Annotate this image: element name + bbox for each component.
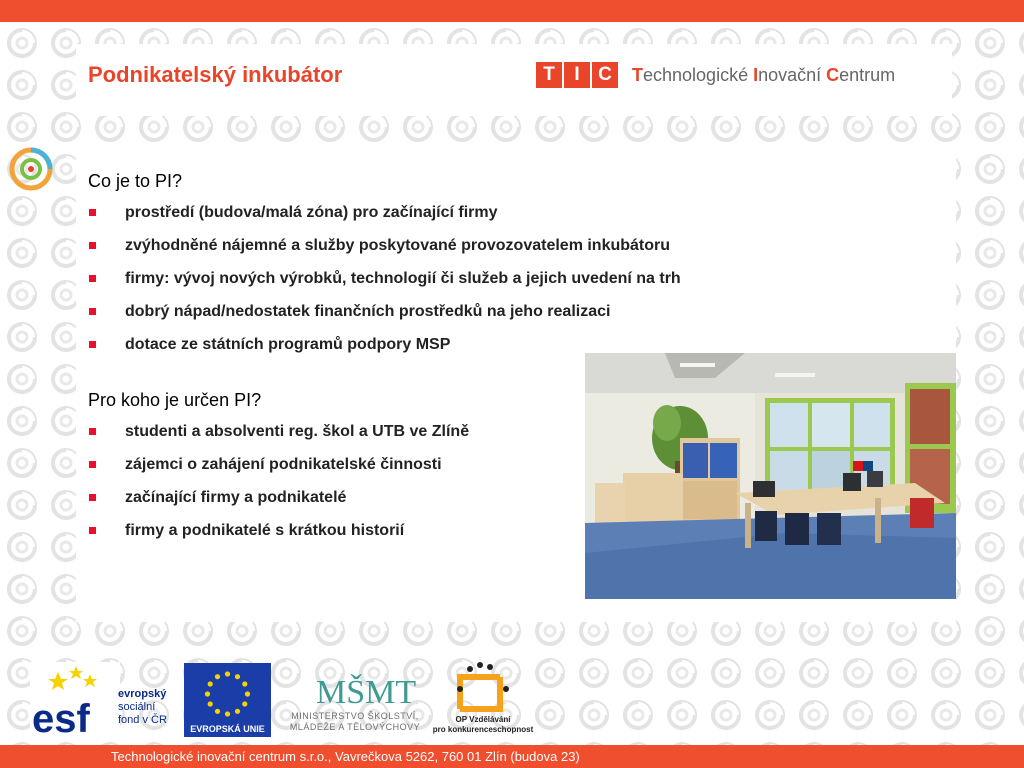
op-caption (428, 715, 538, 735)
msmt-mark: MŠMT (316, 674, 417, 711)
esf-line: sociální (118, 701, 156, 713)
tic-name-part: entrum (839, 64, 896, 85)
tic-name-part: T (632, 64, 643, 85)
eu-flag-icon (184, 663, 271, 721)
office-photo (585, 353, 956, 599)
section-heading: Pro koho je určen PI? (88, 390, 262, 410)
red-square-bullet-icon (89, 275, 96, 282)
esf-line: fond v ČR (118, 714, 167, 726)
list-item-text: začínající firmy a podnikatelé (125, 489, 347, 506)
footer-address: Technologické inovační centrum s.r.o., Vavrečkova 5262, 760 01 Zlín (budova 23) (111, 749, 580, 764)
list-item (88, 235, 848, 268)
red-square-bullet-icon (89, 308, 96, 315)
tic-logo-letter: T (536, 62, 562, 88)
list-item (88, 268, 848, 301)
list-item-text: dotace ze státních programů podpory MSP (125, 336, 451, 353)
tic-name-part: novační (758, 64, 827, 85)
red-square-bullet-icon (89, 494, 96, 501)
page-title: Podnikatelský inkubátor (88, 62, 343, 87)
red-square-bullet-icon (89, 428, 96, 435)
op-line: OP Vzdělávání (455, 715, 511, 724)
section-heading: Co je to PI? (88, 171, 183, 191)
red-square-bullet-icon (89, 461, 96, 468)
msmt-line: MINISTERSTVO ŠKOLSTVÍ, (291, 711, 419, 721)
tic-logo-letter: C (592, 62, 618, 88)
esf-line: evropský (118, 688, 167, 700)
red-square-bullet-icon (89, 242, 96, 249)
eu-caption: EVROPSKÁ UNIE (184, 721, 271, 737)
list-item-text: dobrý nápad/nedostatek finančních prostředků na jeho realizaci (125, 303, 611, 320)
list-item-text: studenti a absolventi reg. škol a UTB ve Zlíně (125, 423, 470, 440)
list-item-text: firmy a podnikatelé s krátkou historií (125, 522, 405, 539)
list-item (88, 301, 848, 334)
swirl-icon (8, 146, 54, 192)
red-square-bullet-icon (89, 209, 96, 216)
msmt-line: MLÁDEŽE A TĚLOVÝCHOVY (289, 722, 421, 732)
op-line: pro konkurenceschopnost (432, 725, 534, 734)
footer-bar (0, 745, 1024, 768)
tic-name-part: echnologické (643, 64, 754, 85)
red-square-bullet-icon (89, 341, 96, 348)
list-item-text: zvýhodněné nájemné a služby poskytované provozovatelem inkubátoru (125, 237, 671, 254)
tic-name-part: C (826, 64, 840, 85)
list-item-text: prostředí (budova/malá zóna) pro začínající firmy (125, 204, 498, 221)
msmt-caption (280, 711, 430, 733)
footer-logos (0, 655, 1024, 740)
tic-logo-name (632, 65, 895, 86)
list-item (88, 202, 848, 235)
tic-name-part: I (753, 64, 759, 85)
list-item-text: firmy: vývoj nových výrobků, technologií či služeb a jejich uvedení na trh (125, 270, 681, 287)
red-square-bullet-icon (89, 527, 96, 534)
tic-logo-mark (536, 62, 620, 88)
list-item-text: zájemci o zahájení podnikatelské činnosti (125, 456, 442, 473)
top-accent-bar (0, 0, 1024, 22)
tic-logo-letter: I (564, 62, 590, 88)
esf-mark: esf (32, 697, 90, 738)
bullet-list (88, 202, 848, 367)
esf-caption (118, 688, 167, 727)
tic-logo (536, 61, 895, 89)
